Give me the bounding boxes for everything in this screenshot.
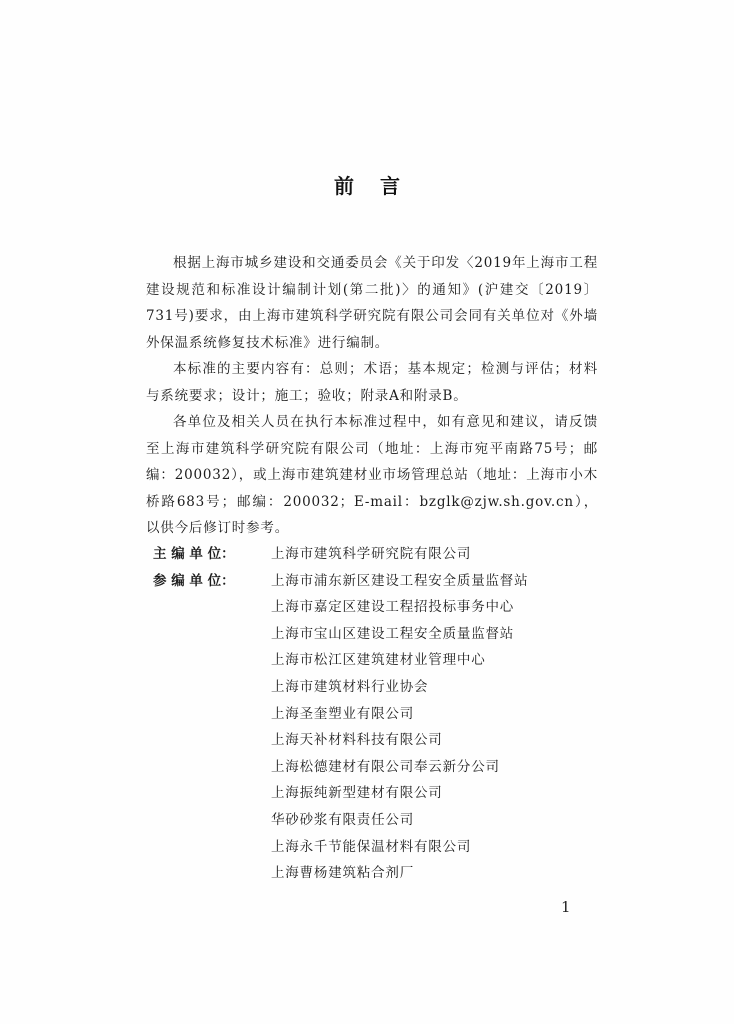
editing-units [153,541,613,887]
chief-editor-unit: 上海市建筑科学研究院有限公司 [271,546,472,562]
chief-editor-label: 主 编 单 位： [153,546,235,562]
participant-unit: 上海市嘉定区建设工程招投标事务中心 [271,599,515,616]
paragraph-compilation-basis: 根据上海市城乡建设和交通委员会《关于印发〈2019年上海市工程建设规范和标准设计编制计划(第二批)〉的通知》(沪建交〔2019〕731号)要求，由上海市建筑科学研究院有限公司会同有关单位对《外墙外保温系统修复技术标准》进行编制。 [146,255,598,351]
participant-unit: 上海市浦东新区建设工程安全质量监督站 [271,572,529,589]
participant-unit: 上海市宝山区建设工程安全质量监督站 [271,625,515,642]
chief-editor-row [153,541,613,568]
participant-unit: 上海圣奎塑业有限公司 [271,705,414,722]
participant-unit: 上海市建筑材料行业协会 [271,678,429,695]
participant-unit: 上海松德建材有限公司奉云新分公司 [271,758,500,775]
page-number: 1 [561,898,571,916]
participant-unit: 上海振纯新型建材有限公司 [271,785,443,802]
participant-unit: 华砂砂浆有限责任公司 [271,811,414,828]
paragraph-main-contents: 本标准的主要内容有：总则；术语；基本规定；检测与评估；材料与系统要求；设计；施工；验收；附录A和附录B。 [146,361,598,404]
participants-row [153,568,613,887]
participant-unit: 上海天补材料科技有限公司 [271,732,443,749]
participant-unit: 上海曹杨建筑粘合剂厂 [271,865,414,882]
participants-label: 参 编 单 位： [153,572,235,589]
participants-list [271,568,528,887]
paragraph-feedback-contact: 各单位及相关人员在执行本标准过程中，如有意见和建议，请反馈至上海市建筑科学研究院有限公司（地址：上海市宛平南路75号；邮编：200032），或上海市建筑建材业市场管理总站（地址：上海市小木桥路683号；邮编：200032；E-mail：bzglk@zjw.sh.gov.cn），以供今后修订时参考。 [146,414,598,536]
participant-unit: 上海市松江区建筑建材业管理中心 [271,652,486,669]
page-title: 前言 [334,174,426,198]
participant-unit: 上海永千节能保温材料有限公司 [271,838,472,855]
preface-body [146,250,598,542]
